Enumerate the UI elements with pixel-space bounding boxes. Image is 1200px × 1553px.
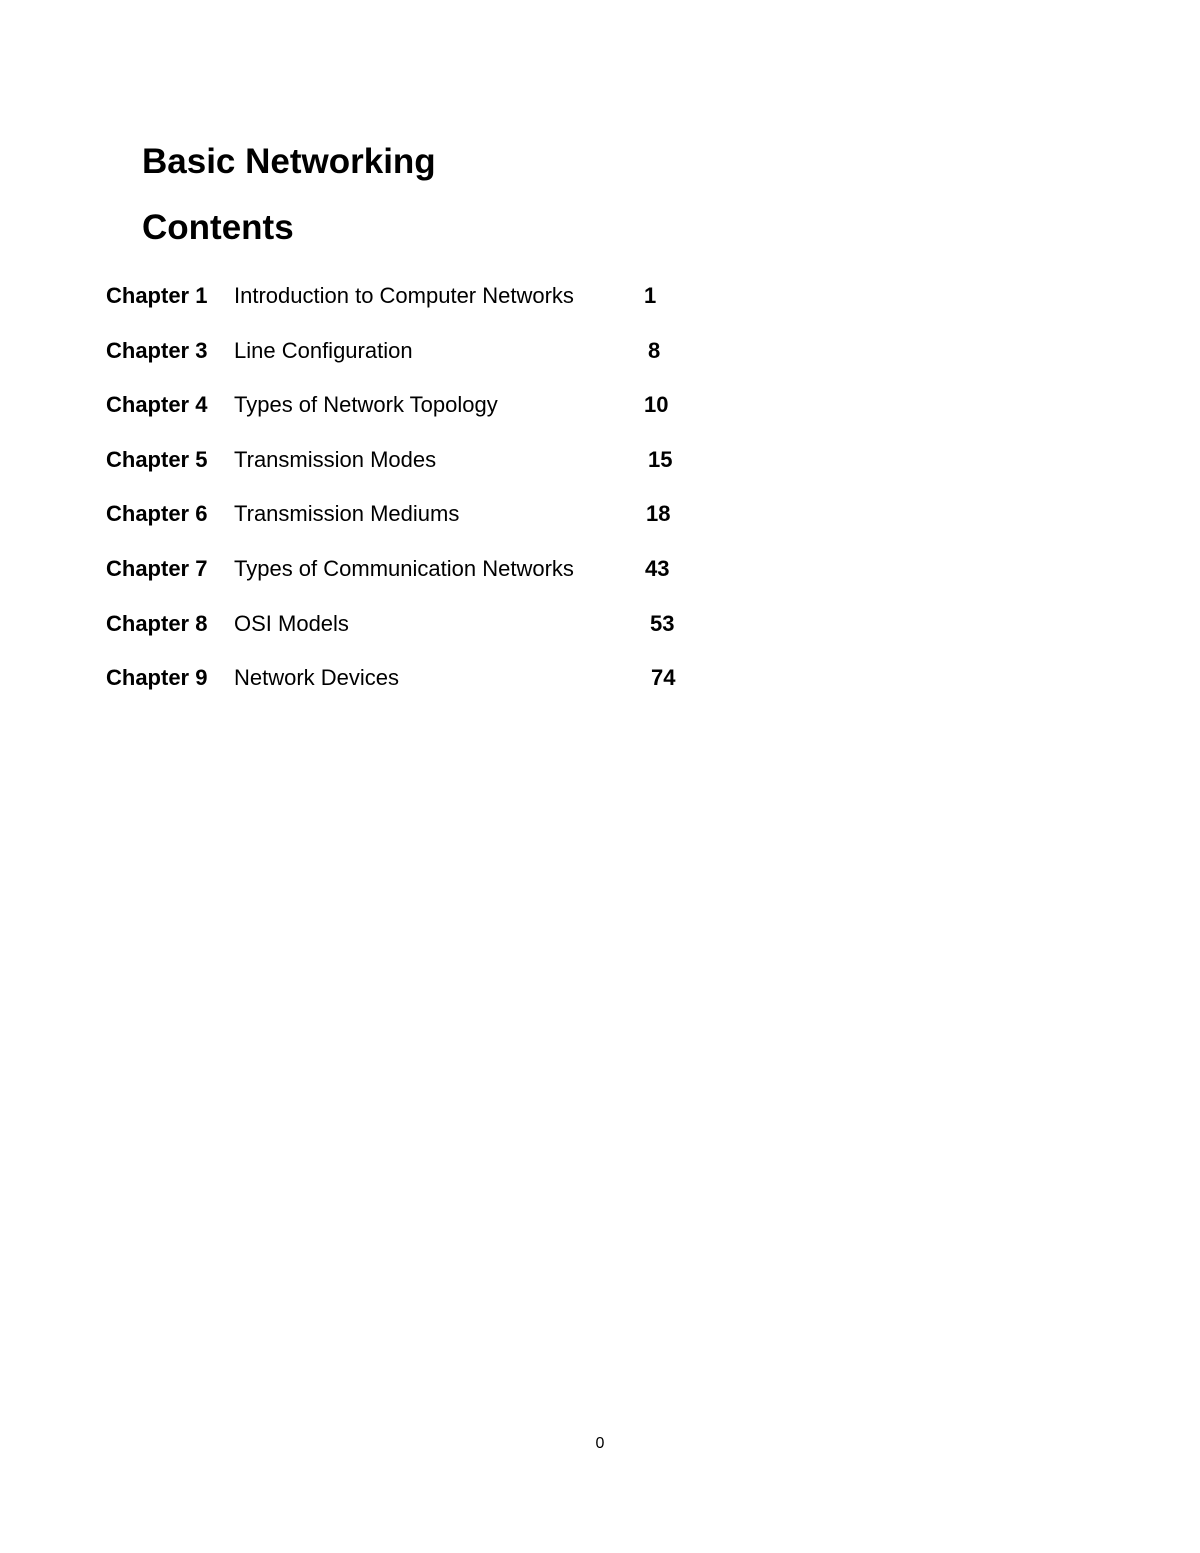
toc-chapter-label: Chapter 5 [106,446,208,472]
toc-page-number: 1 [644,283,657,308]
toc-row-chapter-3 [106,334,706,389]
toc-row-chapter-9 [106,661,706,716]
toc-page-number: 43 [645,555,670,581]
page-footer-number: 0 [595,1435,605,1452]
toc-row-chapter-1 [106,279,706,334]
toc-row-chapter-4 [106,388,706,443]
toc-page-number: 74 [651,665,676,691]
toc-chapter-label: Chapter 3 [106,337,208,363]
contents-heading: Contents [142,208,294,247]
toc-page-number: 10 [644,392,669,418]
toc-chapter-label: Chapter 4 [106,392,208,418]
toc-chapter-label: Chapter 7 [106,555,208,581]
document-title: Basic Networking [142,142,436,181]
toc-page-number: 8 [648,337,661,363]
toc-topic: Types of Communication Networks [234,555,574,581]
toc-topic: Transmission Modes [234,446,437,472]
toc-row-chapter-8 [106,607,706,662]
toc-page-number: 53 [650,610,675,636]
toc-page-number: 18 [646,501,671,527]
toc-page-number: 15 [648,446,673,472]
toc-chapter-label: Chapter 6 [106,501,208,527]
toc-row-chapter-7 [106,552,706,607]
toc-topic: OSI Models [234,610,349,636]
toc-topic: Line Configuration [234,337,413,363]
toc-row-chapter-6 [106,497,706,552]
toc-chapter-label: Chapter 9 [106,665,208,691]
toc-topic: Types of Network Topology [234,392,498,418]
toc-topic: Transmission Mediums [234,501,460,527]
table-of-contents [106,279,706,716]
toc-topic: Introduction to Computer Networks [234,283,574,308]
toc-chapter-label: Chapter 8 [106,610,208,636]
toc-topic: Network Devices [234,665,400,691]
toc-chapter-label: Chapter 1 [106,283,208,308]
toc-row-chapter-5 [106,443,706,498]
